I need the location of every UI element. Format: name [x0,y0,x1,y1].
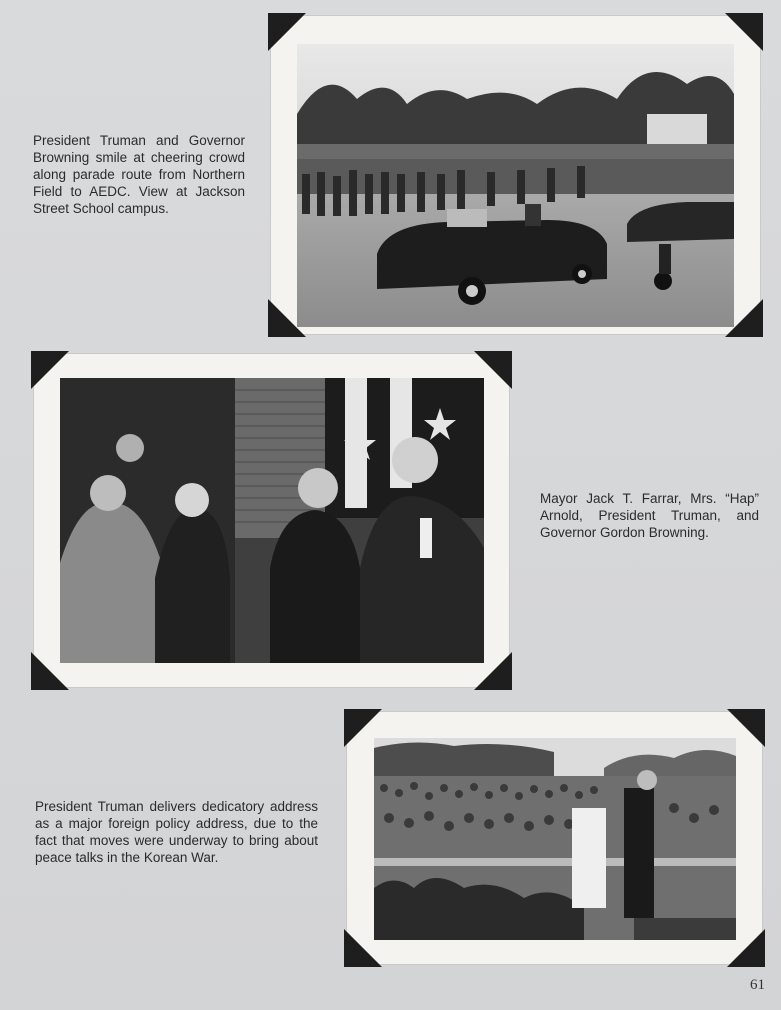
photo-parade [297,44,734,327]
page-number: 61 [750,977,765,993]
photo-address-frame [347,712,762,964]
photo-group [60,378,484,663]
photo-parade-frame [271,16,760,334]
photo-corner-icon [268,13,306,51]
photo-corner-icon [268,299,306,337]
photo-corner-icon [727,929,765,967]
photo-address [374,738,736,940]
photo-corner-icon [725,299,763,337]
caption-address: President Truman delivers dedicatory address as a major foreign policy address, due to the fact that moves were underway to bring about peace talks in the Korean War. [35,799,318,865]
photo-corner-icon [727,709,765,747]
photo-corner-icon [725,13,763,51]
caption-group: Mayor Jack T. Farrar, Mrs. “Hap” Arnold, President Truman, and Governor Gordon Browning. [540,491,759,540]
photo-corner-icon [344,929,382,967]
photo-corner-icon [474,652,512,690]
caption-parade: President Truman and Governor Browning smile at cheering crowd along parade route from Northern Field to AEDC. View at Jackson Street School campus. [33,133,245,216]
photo-corner-icon [31,652,69,690]
photo-corner-icon [31,351,69,389]
photo-corner-icon [474,351,512,389]
photo-group-frame [34,354,509,687]
photo-corner-icon [344,709,382,747]
